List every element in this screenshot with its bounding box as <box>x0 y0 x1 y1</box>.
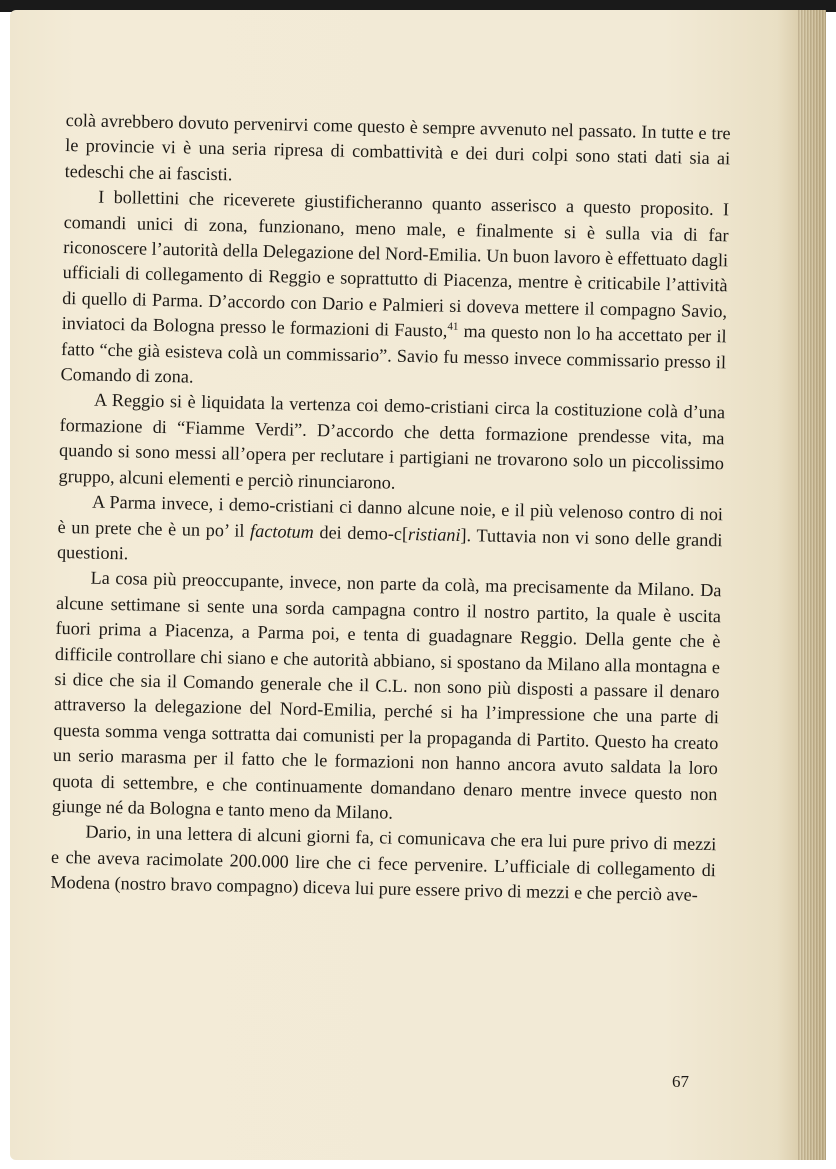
paragraph-1: colà avrebbero dovuto pervenirvi come questo è sempre avvenuto nel passato. In tutte e tre le provincie vi è una seria ripresa di combattività e dei duri colpi sono stati dati sia ai tedeschi che ai fascisti. <box>64 109 731 185</box>
page-number: 67 <box>672 1072 689 1091</box>
italic-factotum: factotum <box>249 520 315 542</box>
paragraph-5: La cosa più preoccupante, invece, non parte da colà, ma precisamente da Milano. Da alcune settimane si sente una sorda campagna contro il nostro partito, la quale è uscita fuori prima a Piacenza, a Parma poi, e tenta di guadagnare Reggio. Della gente che è difficile controllare chi siano e che autorità abbiano, si spostano da Milano alla montagna e si dice che sia il Comando generale che il C.L. non sono più disposti a passare il denaro attraverso la delegazione del Nord-Emilia, perché si ha l’impressione che una parte di questa somma venga sottratta dai comunisti per la propaganda di Partito. Questo ha creato un serio marasma per il fatto che le formazioni non hanno ancora avuto saldata la loro quota di settembre, e che continuamente domandano denaro mentre invece questo non giunge né da Bologna e tanto meno da Milano. <box>51 567 722 823</box>
footnote-ref-41: 41 <box>447 320 459 334</box>
italic-ristiani: ristiani <box>407 523 461 545</box>
body-text <box>50 108 731 909</box>
paragraph-3: A Reggio si è liquidata la vertenza coi demo-cristiani circa la costituzione colà d’una formazione di “Fiamme Verdi”. D’accordo che detta formazione prendesse vita, ma quando si sono messi all’opera per reclutare i partigiani ne trovarono solo un piccolissimo gruppo, alcuni elementi e perciò rinunciarono. <box>58 390 726 493</box>
paragraph-2 <box>60 184 729 401</box>
paragraph-4-part-3: ]. Tuttavia non vi sono delle grandi questioni. <box>56 524 723 564</box>
paragraph-4-part-1: A Parma invece, i demo-cristiani ci danno alcune noie, e il più velenoso contro di noi è un prete che è un po’ il <box>57 491 724 541</box>
paragraph-2-part-1: I bollettini che riceverete giustificheranno quanto asserisco a questo proposito. I comandi unici di zona, funzionano, meno male, e finalmente si è sulla via di far riconoscere l’autorità della Delegazione del Nord-Emilia. Un buon lavoro è effettuato dagli ufficiali di collegamento di Reggio e soprattutto di Piacenza, mentre è criticabile l’attività di quello di Parma. D’accordo con Dario e Palmieri si doveva mettere il compagno Savio, inviatoci da Bologna presso le formazioni di Fausto, <box>61 186 730 341</box>
paragraph-2-part-2: ma questo non lo ha accettato per il fatto “che già esisteva colà un commissario”. Savio fu messo invece commissario presso il Comando di zona. <box>60 321 727 387</box>
paragraph-4 <box>57 489 723 579</box>
paragraph-4-part-2: dei demo-c[ <box>313 521 409 544</box>
paragraph-6: Dario, in una lettera di alcuni giorni fa, ci comunicava che era lui pure privo di mezzi e che aveva racimolate 200.000 lire che ci fece pervenire. L’ufficiale di collegamento di Modena (nostro bravo compagno) diceva lui pure essere privo di mezzi e che perciò ave- <box>50 821 717 906</box>
